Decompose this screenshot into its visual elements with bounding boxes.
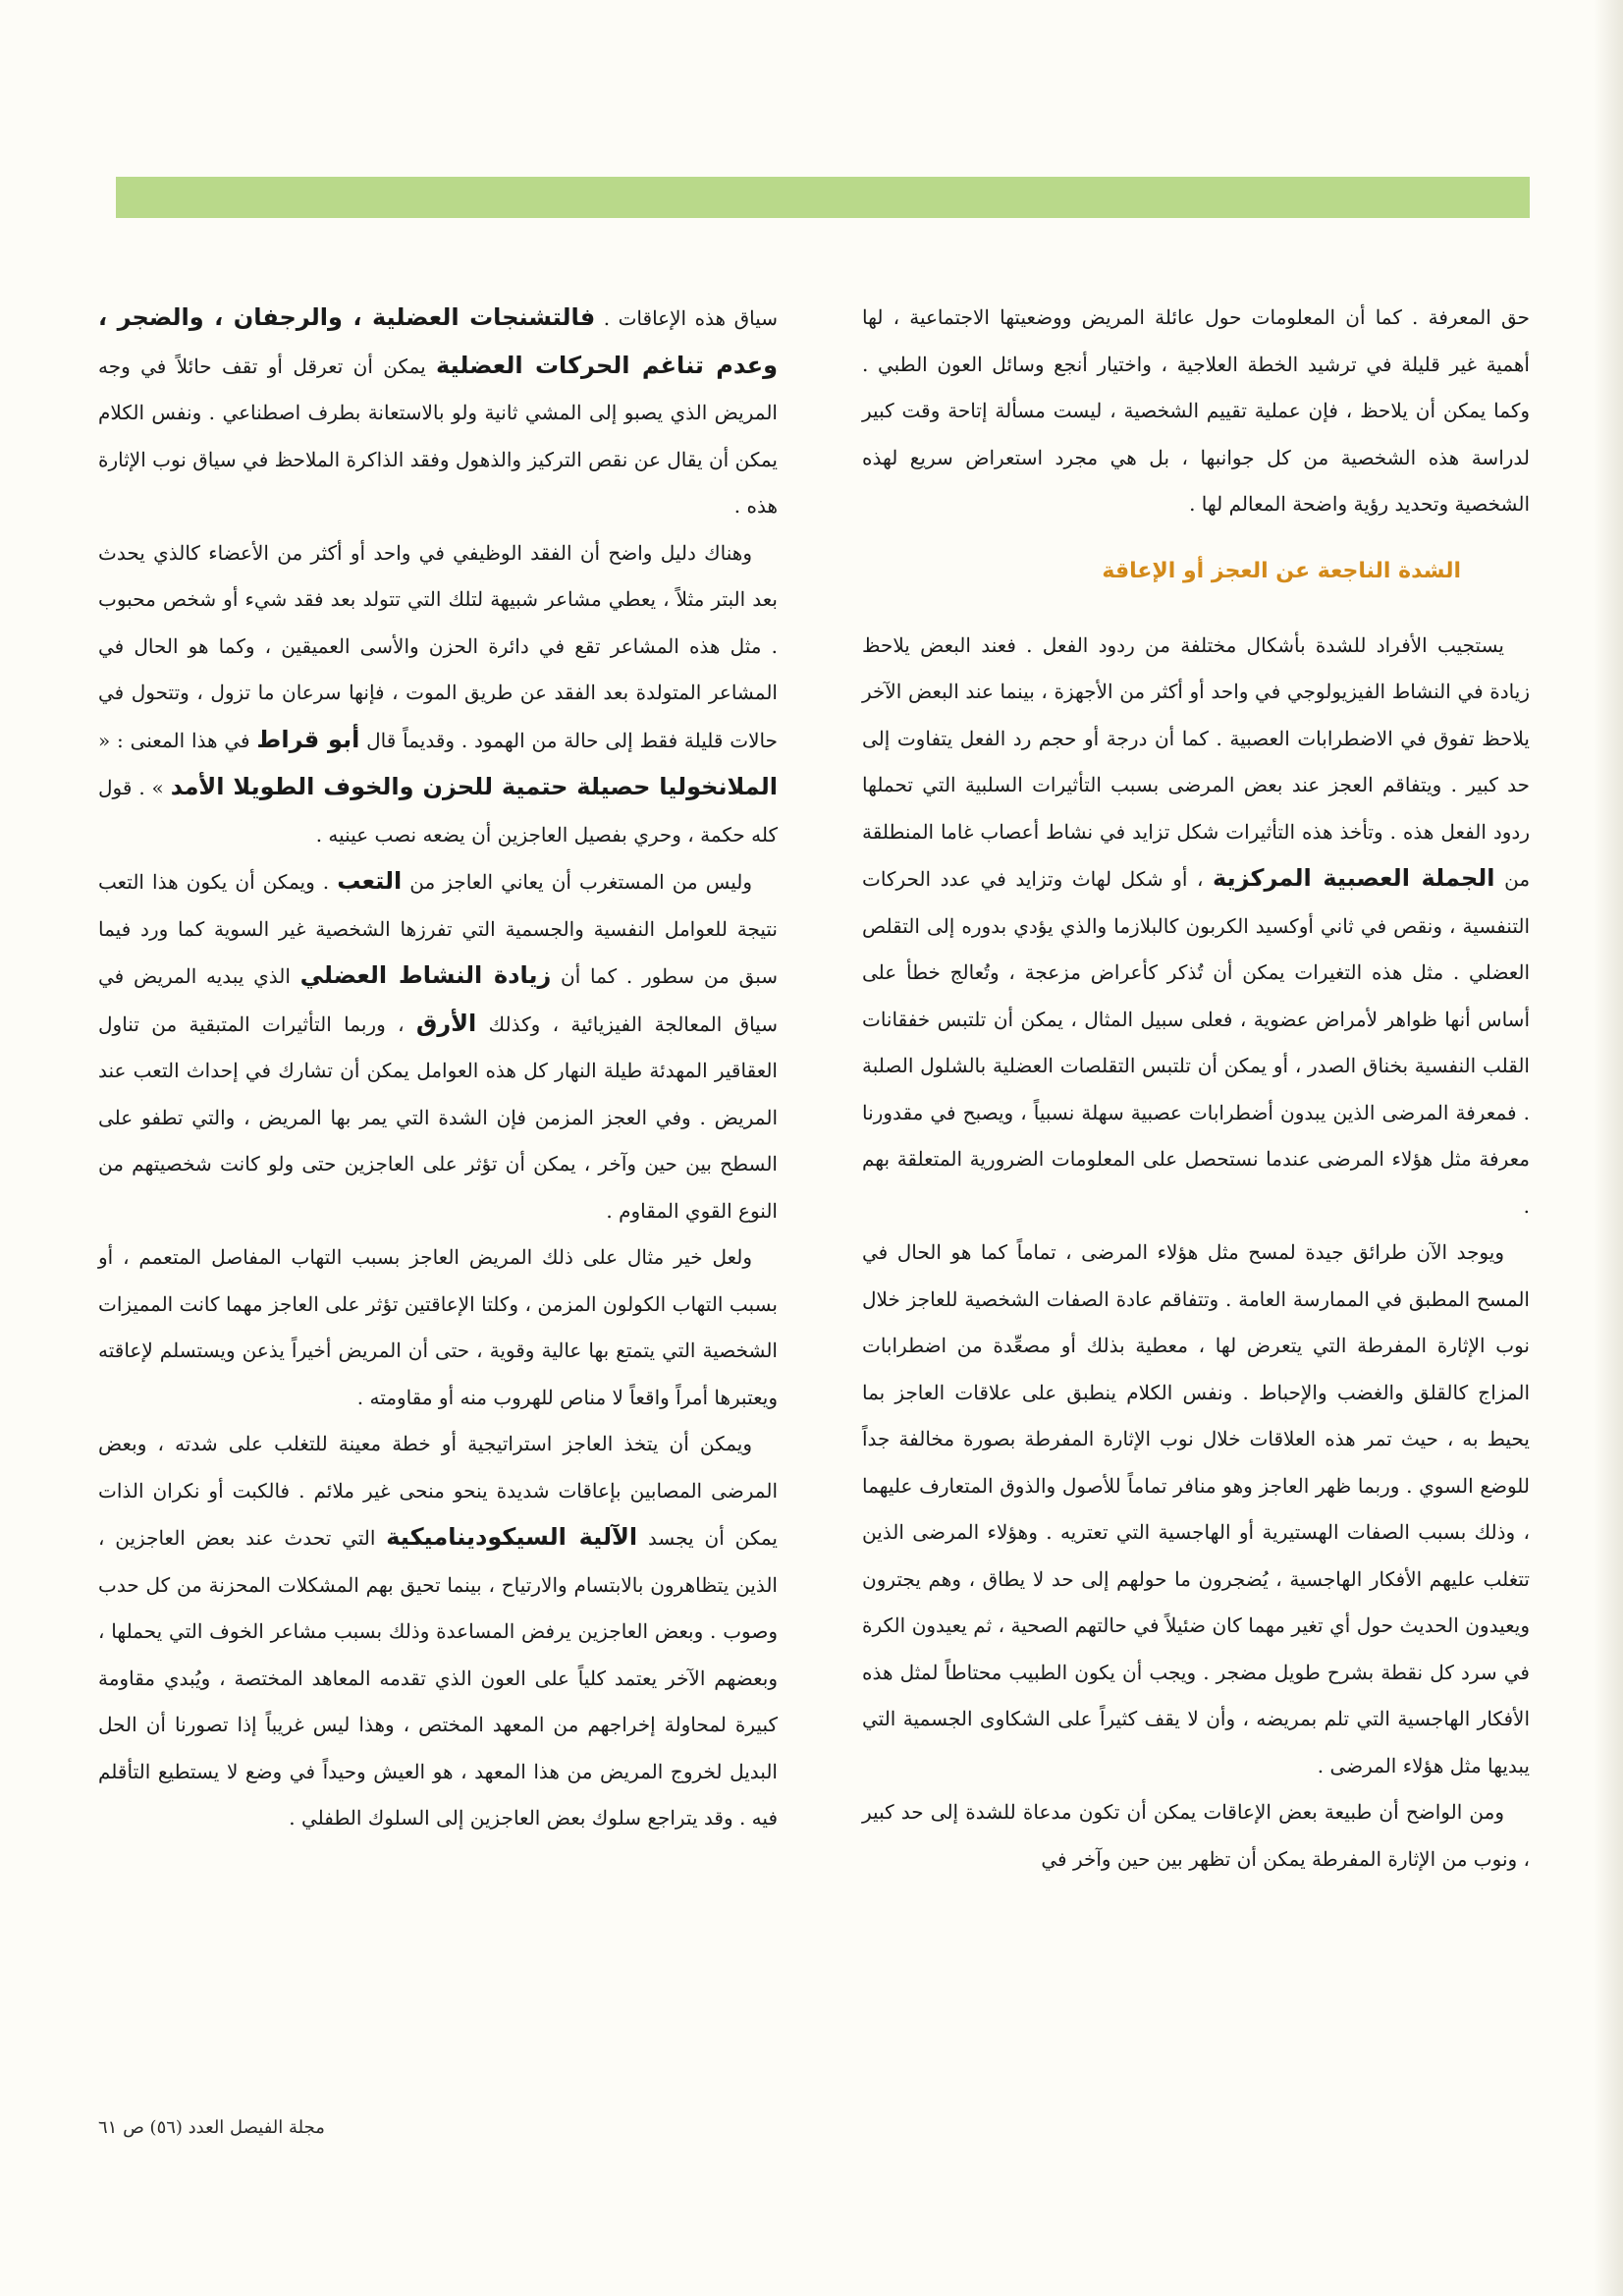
emphasis-term: التعب (337, 867, 403, 895)
emphasis-term: الجملة العصبية المركزية (1213, 864, 1495, 892)
emphasis-term: زيادة النشاط العضلي (299, 961, 552, 989)
paragraph: ولعل خير مثال على ذلك المريض العاجز بسبب التهاب المفاصل المتعمم ، أو بسبب التهاب الكولون المزمن ، وكلتا الإعاقتين تؤثر على العاجز مهما كانت المميزات الشخصية التي يتمتع بها عالية وقوية ، حتى أن المريض أخيراً يذعن ويستسلم لإعاقته ويعتبرها أمراً واقعاً لا مناص للهروب منه أو مقاومته . (98, 1245, 778, 1409)
page-footer: مجلة الفيصل العدد (٥٦) ص ٦١ (98, 2117, 325, 2138)
emphasis-quote: الملانخوليا حصيلة حتمية للحزن والخوف الطويلا الأمد (170, 773, 779, 800)
paragraph: ويوجد الآن طرائق جيدة لمسح مثل هؤلاء المرضى ، تماماً كما هو الحال في المسح المطبق في الممارسة العامة . وتتفاقم عادة الصفات الشخصية للعاجز خلال نوب الإثارة المفرطة التي يتعرض لها ، معطية بذلك أو مصعِّدة من اضطرابات المزاج كالقلق والغضب والإحباط . ونفس الكلام ينطبق على علاقات العاجز بما يحيط به ، حيث تمر هذه العلاقات خلال نوب الإثارة المفرطة بصورة مخالفة جداً للوضع السوي . وربما ظهر العاجز وهو منافر تماماً للأصول والذوق المتعارف عليهما ، وذلك بسبب الصفات الهستيرية أو الهاجسية التي تعتريه . وهؤلاء المرضى الذين تتغلب عليهم الأفكار الهاجسية ، يُضجرون ما حولهم إلى حد لا يطاق ، وهم يجترون ويعيدون الحديث حول أي تغير مهما كان ضئيلاً في حالتهم الصحية ، ثم يعيدون الكرة في سرد كل نقطة بشرح طويل مضجر . ويجب أن يكون الطبيب محتاطاً لمثل هذه الأفكار الهاجسية التي تلم بمريضه ، وأن لا يقف كثيراً على الشكاوى الجسمية التي يبديها مثل هؤلاء المرضى . (862, 1240, 1530, 1777)
paragraph: وهناك دليل واضح أن الفقد الوظيفي في واحد أو أكثر من الأعضاء كالذي يحدث بعد البتر مثلاً ، يعطي مشاعر شبيهة لتلك التي تتولد بعد فقد شيء أو شخص محبوب . مثل هذه المشاعر تقع في دائرة الحزن والأسى العميقين ، وكما هو الحال في المشاعر المتولدة بعد الفقد عن طريق الموت ، فإنها سرعان ما تزول ، وتتحول في حالات قليلة فقط إلى حالة من الهمود . وقديماً قال أبو قراط في هذا المعنى : « الملانخوليا حصيلة حتمية للحزن والخوف الطويلا الأمد » . قول كله حكمة ، وحري بفصيل العاجزين أن يضعه نصب عينيه . (98, 540, 779, 847)
page-edge-shadow (1594, 0, 1623, 2296)
emphasis-term: أبو قراط (256, 725, 360, 753)
paragraph: حق المعرفة . كما أن المعلومات حول عائلة المريض ووضعيتها الاجتماعية ، لها أهمية غير قليلة في ترشيد الخطة العلاجية ، واختيار أنجع وسائل العون الطبي . وكما يمكن أن يلاحظ ، فإن عملية تقييم الشخصية ، ليست مسألة إتاحة وقت كبير لدراسة هذه الشخصية من كل جوانبها ، بل هي مجرد استعراض سريع لهذه الشخصية وتحديد رؤية واضحة المعالم لها . (862, 305, 1530, 516)
section-heading: الشدة الناجعة عن العجز أو الإعاقة (1102, 558, 1461, 583)
left-column (98, 295, 778, 1842)
paragraph: ومن الواضح أن طبيعة بعض الإعاقات يمكن أن تكون مدعاة للشدة إلى حد كبير ، ونوب من الإثارة المفرطة يمكن أن تظهر بين حين وآخر في (862, 1800, 1530, 1871)
paragraph: يستجيب الأفراد للشدة بأشكال مختلفة من ردود الفعل . فعند البعض يلاحظ زيادة في النشاط الفيزيولوجي في واحد أو أكثر من الأجهزة ، بينما عند البعض الآخر يلاحظ تفوق في الاضطرابات العصبية . كما أن درجة أو حجم رد الفعل يتفاوت إلى حد كبير . ويتفاقم العجز عند بعض المرضى بسبب التأثيرات السلبية التي تحملها ردود الفعل هذه . وتأخذ هذه التأثيرات شكل تزايد في نشاط أعصاب غاما المنطلقة من الجملة العصبية المركزية ، أو شكل لهاث وتزايد في عدد الحركات التنفسية ، ونقص في ثاني أوكسيد الكربون كالبلازما والذي يؤدي بدوره إلى التقلص العضلي . مثل هذه التغيرات يمكن أن تُذكر كأعراض مزعجة ، وتُعالج خطأ على أساس أنها ظواهر لأمراض عضوية ، فعلى سبيل المثال ، يمكن أن تلتبس خفقانات القلب النفسية بخناق الصدر ، أو يمكن أن تلتبس التقلصات العضلية بالشلول الصلبة . فمعرفة المرضى الذين يبدون أضطرابات عصبية سهلة نسبياً ، ويصبح في مقدورنا معرفة مثل هؤلاء المرضى عندما نستحصل على المعلومات الضرورية المتعلقة بهم . (862, 632, 1531, 1218)
right-column (862, 295, 1530, 1883)
paragraph: ويمكن أن يتخذ العاجز استراتيجية أو خطة معينة للتغلب على شدته ، وبعض المرضى المصابين بإعاقات شديدة ينحو منحى غير ملائم . فالكبت أو نكران الذات يمكن أن يجسد الآلية السيكوديناميكية التي تحدث عند بعض العاجزين ، الذين يتظاهرون بالابتسام والارتياح ، بينما تحيق بهم المشكلات المحزنة من كل حدب وصوب . وبعض العاجزين يرفض المساعدة وذلك بسبب مشاعر الخوف التي يحملها ، وبعضهم الآخر يعتمد كلياً على العون الذي تقدمه المعاهد المختصة ، ويُبدي مقاومة كبيرة لمحاولة إخراجهم من المعهد المختص ، وهذا ليس غريباً إذا تصورنا أن الحل البديل لخروج المريض من هذا المعهد ، هو العيش وحيداً في وضع لا يستطيع التأقلم فيه . وقد يتراجع سلوك بعض العاجزين إلى السلوك الطفلي . (98, 1432, 778, 1830)
emphasis-term: الأرق (415, 1009, 477, 1037)
header-color-band (116, 177, 1530, 218)
paragraph: وليس من المستغرب أن يعاني العاجز من التعب . ويمكن أن يكون هذا التعب نتيجة للعوامل النفسية والجسمية التي تفرزها الشخصية غير السوية كما ورد فيما سبق من سطور . كما أن زيادة النشاط العضلي الذي يبديه المريض في سياق المعالجة الفيزيائية ، وكذلك الأرق ، وربما التأثيرات المتبقية من تناول العقاقير المهدئة طيلة النهار كل هذه العوامل يمكن أن تشارك في إحداث التعب عند المريض . وفي العجز المزمن فإن الشدة التي يمر بها المريض ، والتي تطفو على السطح بين حين وآخر ، يمكن أن تؤثر على العاجزين حتى ولو كانت شخصيتهم من النوع القوي المقاوم . (98, 867, 779, 1223)
emphasis-term: الآلية السيكوديناميكية (386, 1523, 638, 1551)
paragraph: سياق هذه الإعاقات . فالتشنجات العضلية ، والرجفان ، والضجر ، وعدم تناغم الحركات العضلية يمكن أن تعرقل أو تقف حائلاً في وجه المريض الذي يصبو إلى المشي ثانية ولو بالاستعانة بطرف اصطناعي . ونفس الكلام يمكن أن يقال عن نقص التركيز والذهول وفقد الذاكرة الملاحظ في سياق نوب الإثارة هذه . (98, 303, 778, 518)
emphasis-term: فالتشنجات العضلية ، والرجفان ، والضجر ، وعدم تناغم الحركات العضلية (98, 303, 778, 379)
